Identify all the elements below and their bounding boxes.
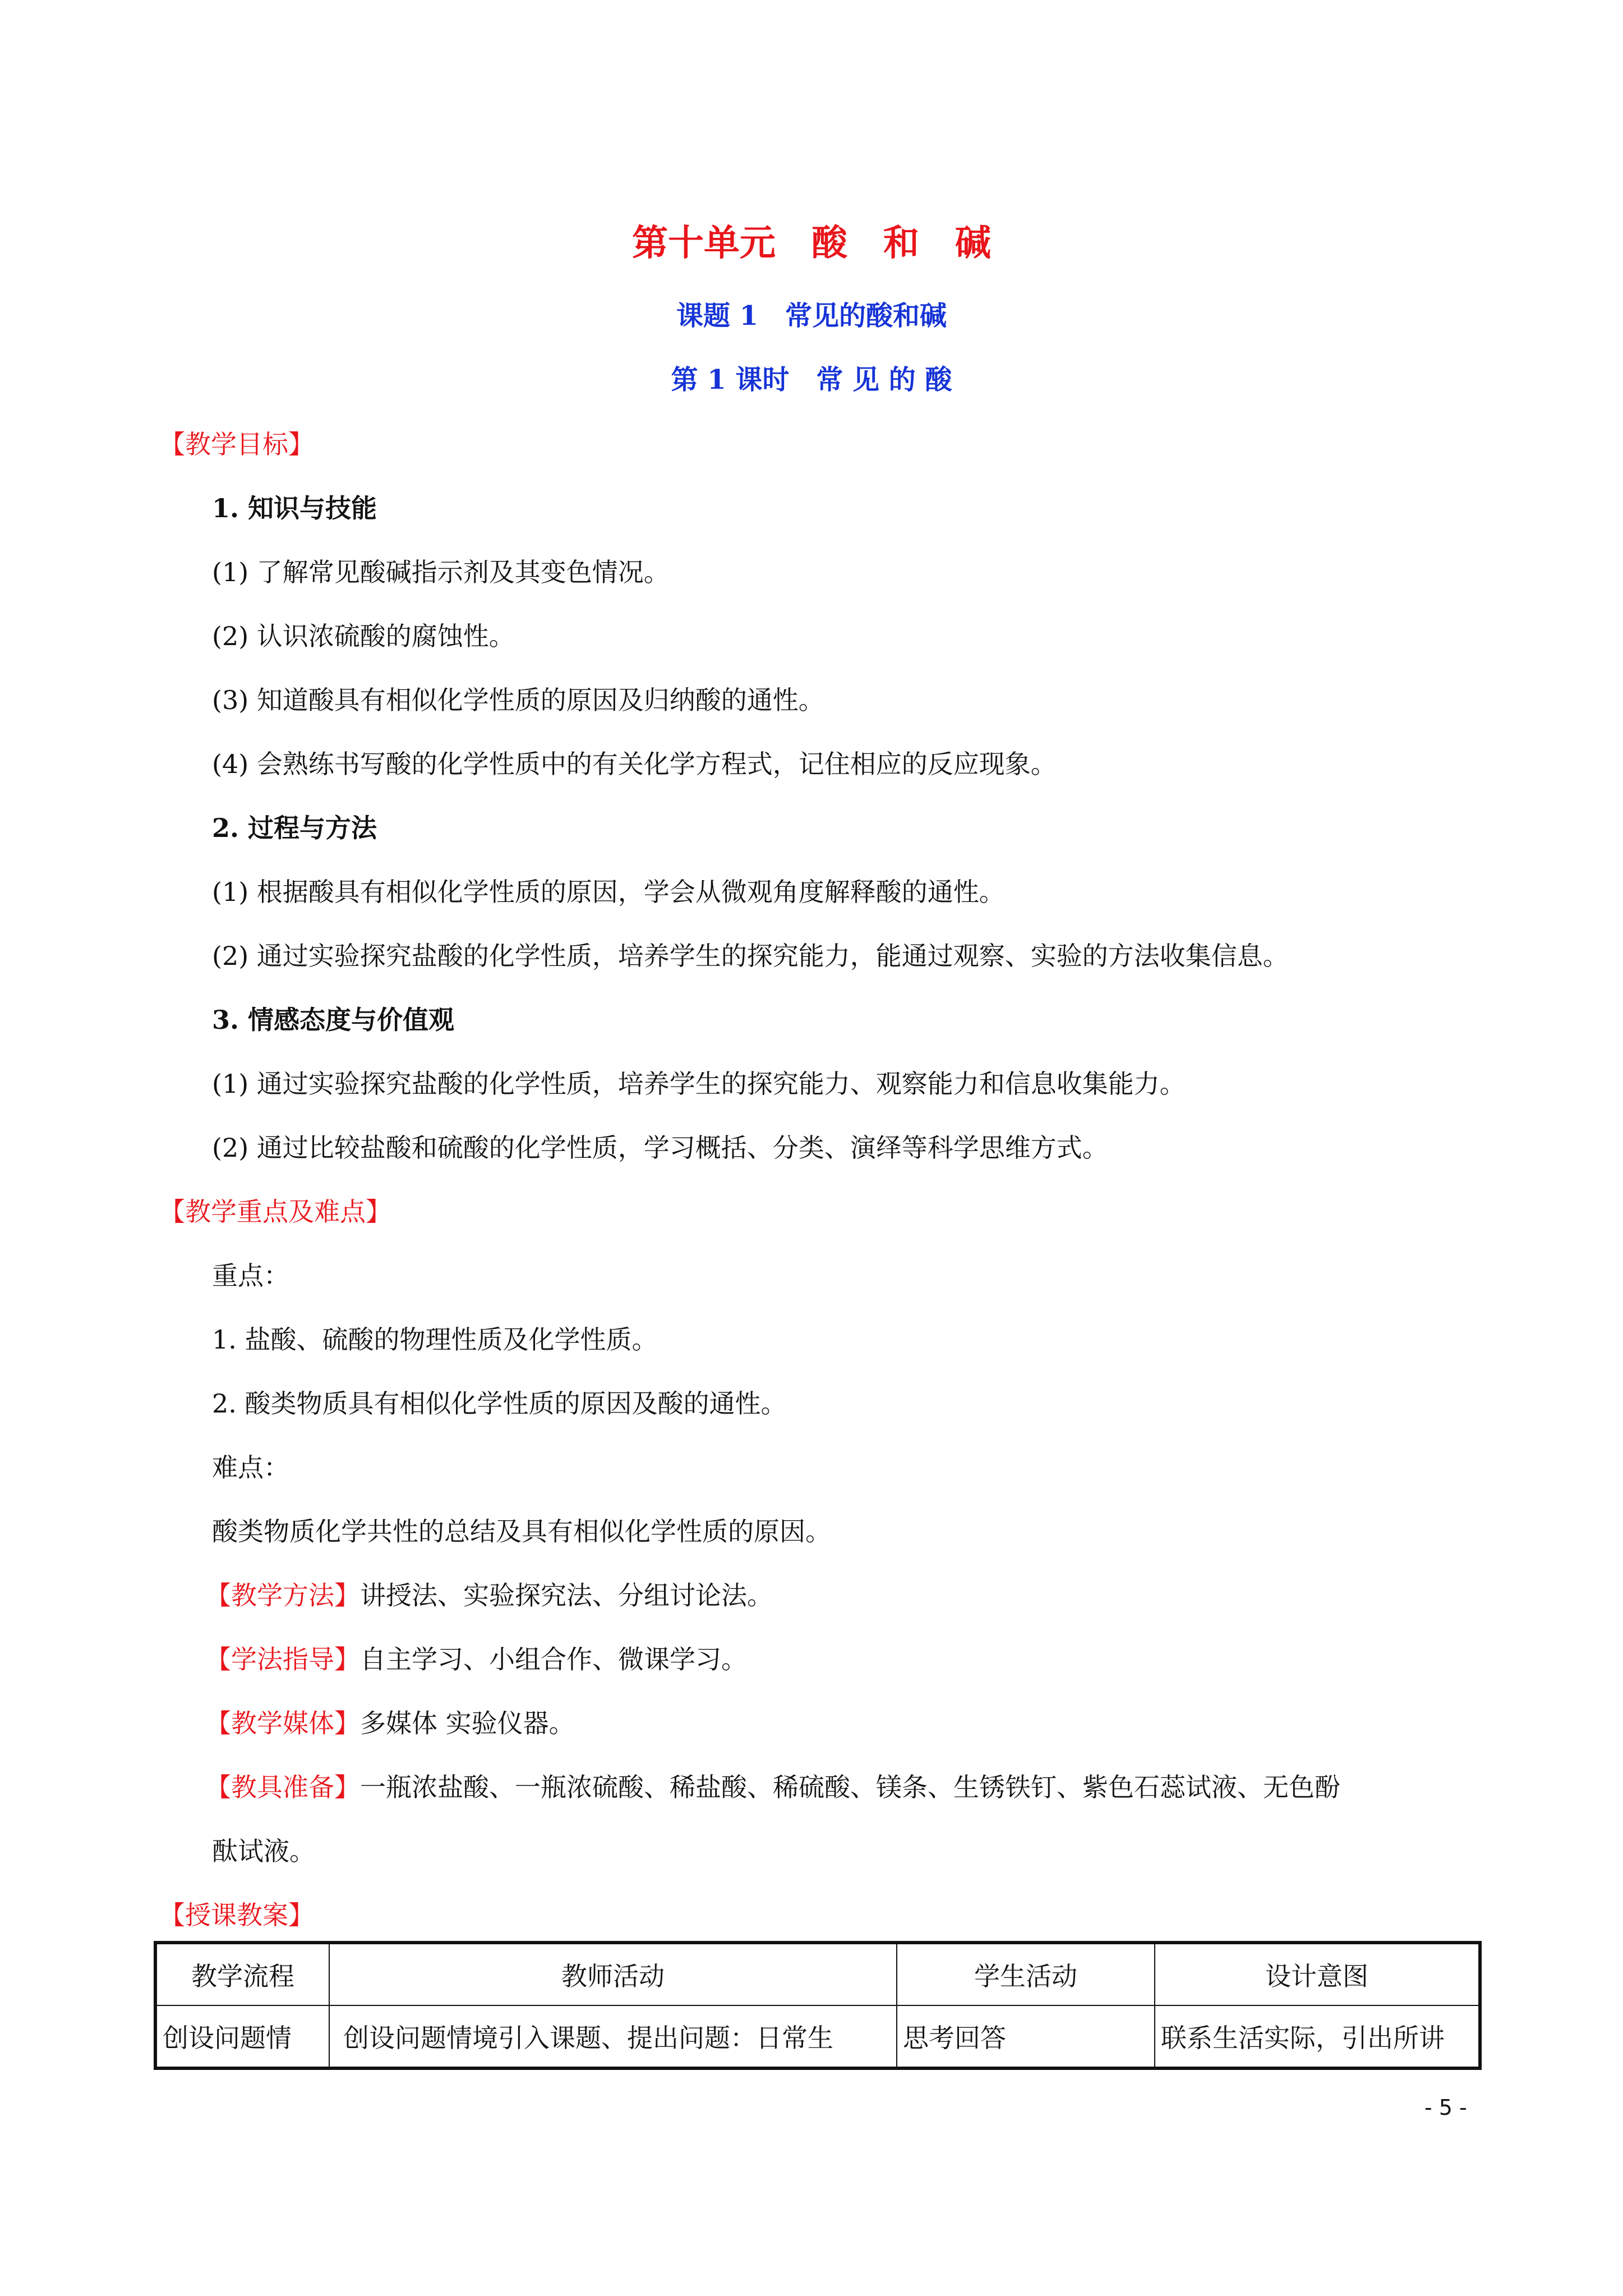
process-item: (1) 根据酸具有相似化学性质的原因，学会从微观角度解释酸的通性。 bbox=[212, 877, 1005, 907]
objectives-heading: 【教学目标】 bbox=[159, 429, 314, 459]
keypoints-heading: 【教学重点及难点】 bbox=[159, 1197, 391, 1227]
knowledge-item: (1) 了解常见酸碱指示剂及其变色情况。 bbox=[212, 557, 670, 587]
difficult-label: 难点： bbox=[212, 1452, 289, 1483]
knowledge-item: (4) 会熟练书写酸的化学性质中的有关化学方程式，记住相应的反应现象。 bbox=[212, 749, 1057, 779]
key-item: 1. 盐酸、硫酸的物理性质及化学性质。 bbox=[212, 1324, 658, 1355]
unit-title: 第十单元 酸 和 碱 bbox=[632, 222, 991, 264]
table-cell: 思考回答 bbox=[897, 2005, 1155, 2068]
header-cell: 设计意图 bbox=[1155, 1943, 1480, 2005]
values-item: (2) 通过比较盐酸和硫酸的化学性质，学习概括、分类、演绎等科学思维方式。 bbox=[212, 1133, 1108, 1163]
table-row bbox=[155, 2005, 1480, 2068]
page-number: - 5 - bbox=[1424, 2095, 1467, 2120]
study-guide bbox=[205, 1639, 747, 1676]
header-cell: 学生活动 bbox=[897, 1943, 1155, 2005]
knowledge-heading: 1. 知识与技能 bbox=[212, 493, 377, 523]
study-guide-text: 自主学习、小组合作、微课学习。 bbox=[360, 1644, 747, 1674]
teaching-method bbox=[205, 1575, 773, 1612]
header-cell: 教师活动 bbox=[329, 1943, 897, 2005]
teaching-tools-continued: 酞试液。 bbox=[212, 1836, 315, 1866]
teaching-tools-text: 一瓶浓盐酸、一瓶浓硫酸、稀盐酸、稀硫酸、镁条、生锈铁钉、紫色石蕊试液、无色酚 bbox=[360, 1772, 1340, 1802]
table-cell: 创设问题情 bbox=[155, 2005, 329, 2068]
difficult-text: 酸类物质化学共性的总结及具有相似化学性质的原因。 bbox=[212, 1516, 831, 1547]
values-item: (1) 通过实验探究盐酸的化学性质，培养学生的探究能力、观察能力和信息收集能力。 bbox=[212, 1069, 1186, 1099]
lesson-title: 第 1 课时 常 见 的 酸 bbox=[671, 364, 952, 395]
teaching-tools bbox=[205, 1767, 1340, 1804]
header-cell: 教学流程 bbox=[155, 1943, 329, 2005]
key-label: 重点： bbox=[212, 1260, 289, 1291]
teaching-method-text: 讲授法、实验探究法、分组讨论法。 bbox=[360, 1580, 773, 1611]
table-header-row bbox=[155, 1943, 1480, 2005]
table-cell: 联系生活实际，引出所讲 bbox=[1155, 2005, 1480, 2068]
teaching-media bbox=[205, 1703, 575, 1740]
process-heading: 2. 过程与方法 bbox=[212, 813, 377, 843]
knowledge-item: (2) 认识浓硫酸的腐蚀性。 bbox=[212, 621, 515, 651]
teaching-media-label: 【教学媒体】 bbox=[205, 1708, 360, 1738]
values-heading: 3. 情感态度与价值观 bbox=[212, 1005, 455, 1035]
process-item: (2) 通过实验探究盐酸的化学性质，培养学生的探究能力，能通过观察、实验的方法收集信息。 bbox=[212, 941, 1289, 971]
topic-title: 课题 1 常见的酸和碱 bbox=[676, 300, 947, 332]
teaching-method-label: 【教学方法】 bbox=[205, 1580, 360, 1611]
study-guide-label: 【学法指导】 bbox=[205, 1644, 360, 1674]
plan-heading: 【授课教案】 bbox=[159, 1900, 314, 1930]
teaching-media-text: 多媒体 实验仪器。 bbox=[360, 1708, 575, 1738]
key-item: 2. 酸类物质具有相似化学性质的原因及酸的通性。 bbox=[212, 1388, 787, 1419]
knowledge-item: (3) 知道酸具有相似化学性质的原因及归纳酸的通性。 bbox=[212, 685, 824, 715]
teaching-tools-label: 【教具准备】 bbox=[205, 1772, 360, 1802]
table-cell: 创设问题情境引入课题、提出问题：日常生 bbox=[329, 2005, 897, 2068]
lesson-plan-table bbox=[154, 1941, 1482, 2070]
